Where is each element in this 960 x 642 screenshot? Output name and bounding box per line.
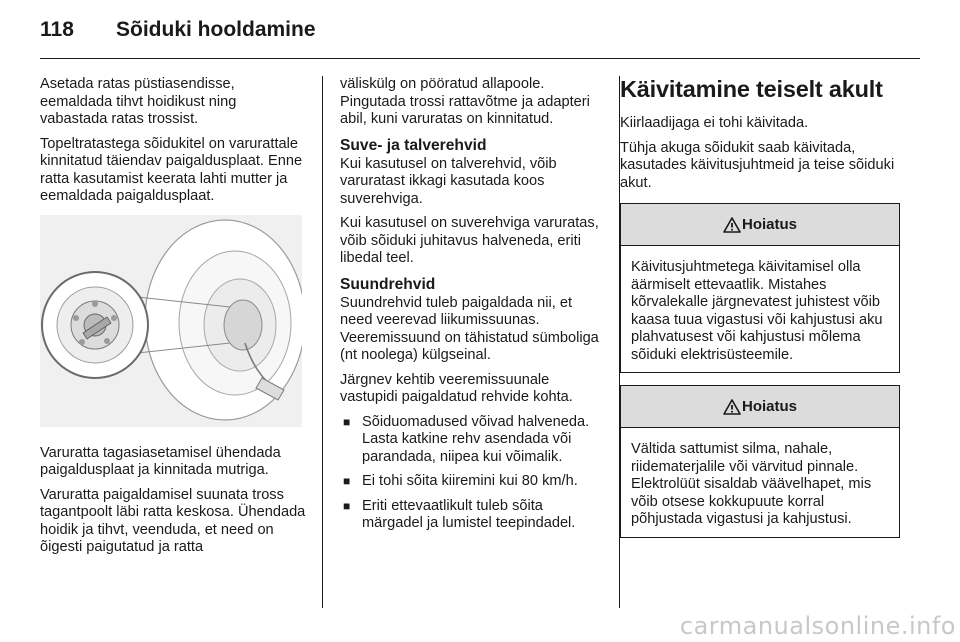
warning-text: Käivitusjuhtmetega käivitamisel olla äärmiselt ettevaatlik. Mistahes kõrvalekalle järgnevatest juhistest võib kaasa tuua vigastusi või kahjustusi aku plahvatusest või kahjustusi mõlema sõiduki elektrisüsteemile.: [631, 259, 883, 363]
page-title: Sõiduki hooldamine: [116, 18, 316, 41]
bullet-square-icon: ■: [343, 498, 351, 513]
warning-triangle-icon: [723, 399, 741, 415]
list-item: [340, 473, 606, 491]
bullet-square-icon: ■: [343, 474, 351, 488]
column-divider-1: [322, 76, 323, 608]
paragraph: väliskülg on pööratud allapoole. Pingutada trossi rattavõtme ja adapteri abil, kuni varuratas on kinnitatud.: [340, 76, 590, 127]
warning-box: [620, 385, 900, 538]
paragraph: Varuratta tagasiasetamisel ühendada paigaldusplaat ja kinnitada mutriga.: [40, 444, 281, 478]
list-item: [340, 498, 606, 533]
paragraph: Kui kasutusel on suverehviga varuratas, võib sõiduki juhitavus halveneda, eriti libedal teel.: [340, 215, 599, 266]
column-left: [40, 76, 306, 564]
subheading-directional-tyres: Suundrehvid: [340, 275, 436, 293]
column-right: [620, 76, 902, 550]
paragraph: Asetada ratas püstiasendisse, eemaldada tihvt hoidikust ning vabastada ratas trossist.: [40, 76, 237, 127]
page-number: 118: [40, 18, 74, 41]
warning-header: [621, 386, 899, 428]
paragraph: Topeltratastega sõidukitel on varurattale kinnitatud täiendav paigaldusplaat. Enne ratta kasutamist keerata lahti mutter ja eemaldada paigaldusplaat.: [40, 135, 303, 204]
warning-header: [621, 204, 899, 246]
paragraph: Kui kasutusel on talverehvid, võib varuratast ikkagi kasutada koos suverehviga.: [340, 155, 557, 207]
list-item: [340, 414, 606, 467]
paragraph: Järgnev kehtib veeremissuunale vastupidi paigaldatud rehvide kohta.: [340, 371, 573, 405]
warning-body: [621, 246, 899, 372]
warning-text: Vältida sattumist silma, nahale, riidematerjalile või värvitud pinnale. Elektrolüüt sisaldab väävelhapet, mis võib otsese kokkupuute korral põhjustada vigastusi ja kahjustusi.: [631, 441, 872, 527]
section-heading: Käivitamine teiselt akult: [620, 76, 883, 102]
spare-wheel-cable-illustration: [40, 215, 302, 427]
paragraph: Tühja akuga sõidukit saab käivitada, kasutades käivitusjuhtmeid ja teise sõiduki akut.: [620, 139, 895, 191]
list-item-text: Eriti ettevaatlikult tuleb sõita märgadel ja lumistel teepindadel.: [362, 497, 576, 531]
warning-label: Hoiatus: [741, 397, 797, 415]
list-item-text: Sõiduomadused võivad halveneda. Lasta katkine rehv asendada või parandada, niipea kui võimalik.: [362, 413, 590, 465]
page-header: [40, 14, 920, 50]
header-divider: [40, 58, 920, 59]
warning-body: [621, 428, 899, 537]
watermark: carmanualsonline.info: [679, 612, 956, 640]
paragraph: Varuratta paigaldamisel suunata tross tagantpoolt läbi ratta keskosa. Ühendada hoidik ja tihvt, veenduda, et need on õigesti paigutatud ja ratta: [40, 486, 306, 555]
warning-label: Hoiatus: [741, 215, 797, 233]
paragraph: Kiirlaadijaga ei tohi käivitada.: [620, 115, 809, 131]
subheading-summer-winter-tyres: Suve- ja talverehvid: [340, 136, 487, 154]
bullet-list: [340, 414, 606, 533]
warning-triangle-icon: [723, 217, 741, 233]
paragraph: Suundrehvid tuleb paigaldada nii, et need veerevad liikumissuunas. Veeremissuund on tähistatud sümboliga (nt noolega) külgseinal.: [340, 294, 599, 363]
warning-box: [620, 203, 900, 373]
column-middle: [340, 76, 606, 540]
bullet-square-icon: ■: [343, 414, 351, 429]
list-item-text: Ei tohi sõita kiiremini kui 80 km/h.: [362, 473, 578, 489]
